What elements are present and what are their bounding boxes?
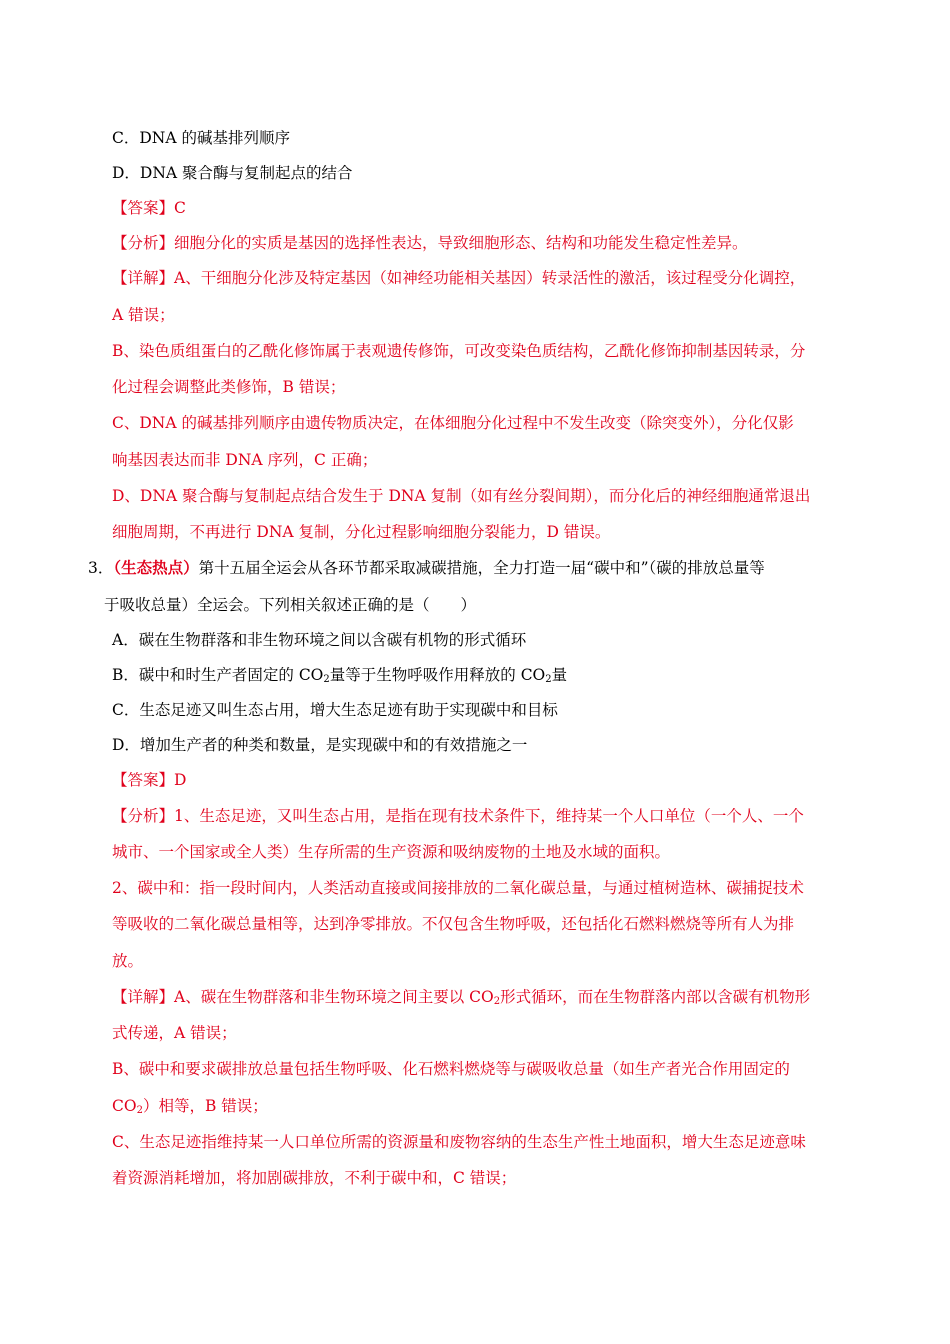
question-stem — [88, 558, 765, 578]
question-stem-text: 第十五届全运会从各环节都采取减碳措施，全力打造一届“碳中和”（碳的排放总量等 — [198, 559, 765, 577]
option-b-text: B．碳中和时生产者固定的 CO — [112, 666, 324, 684]
option-c: C．DNA 的碱基排列顺序 — [112, 129, 290, 147]
detail-line: D、DNA 聚合酶与复制起点结合发生于 DNA 复制（如有丝分裂间期），而分化后的神经细胞通常退出 — [112, 487, 811, 505]
option-c: C．生态足迹又叫生态占用，增大生态足迹有助于实现碳中和目标 — [112, 701, 558, 719]
option-d: D．DNA 聚合酶与复制起点的结合 — [112, 164, 353, 182]
subscript: 2 — [136, 1105, 143, 1116]
question-stem-cont: 于吸收总量）全运会。下列相关叙述正确的是（ ） — [104, 596, 477, 614]
analysis-line: 【分析】1、生态足迹，又叫生态占用，是指在现有技术条件下，维持某一个人口单位（一个人、一个 — [112, 807, 804, 825]
analysis-line: 放。 — [112, 952, 144, 970]
option-b — [112, 665, 567, 685]
detail-line: 着资源消耗增加，将加剧碳排放，不利于碳中和，C 错误； — [112, 1169, 517, 1187]
detail-line: C、DNA 的碱基排列顺序由遗传物质决定，在体细胞分化过程中不发生改变（除突变外），分化仅影 — [112, 414, 794, 432]
answer: 【答案】D — [112, 771, 187, 789]
detail-line: B、染色质组蛋白的乙酰化修饰属于表观遗传修饰，可改变染色质结构，乙酰化修饰抑制基因转录，分 — [112, 342, 806, 360]
detail-text: 形式循环，而在生物群落内部以含碳有机物形 — [500, 988, 811, 1006]
subscript: 2 — [545, 674, 552, 685]
detail-text: ）相等，B 错误； — [142, 1097, 268, 1115]
analysis-line: 等吸收的二氧化碳总量相等，达到净零排放。不仅包含生物呼吸，还包括化石燃料燃烧等所有人为排 — [112, 915, 795, 933]
analysis-line: 2、碳中和：指一段时间内，人类活动直接或间接排放的二氧化碳总量，与通过植树造林、碳捕捉技术 — [112, 879, 804, 897]
detail-line: C、生态足迹指维持某一人口单位所需的资源量和废物容纳的生态生产性土地面积，增大生态足迹意味 — [112, 1133, 806, 1151]
detail-text: CO — [112, 1097, 137, 1115]
option-d: D．增加生产者的种类和数量，是实现碳中和的有效措施之一 — [112, 736, 528, 754]
question-number: 3． — [88, 559, 114, 577]
detail-line — [112, 987, 810, 1007]
detail-line: 细胞周期，不再进行 DNA 复制，分化过程影响细胞分裂能力，D 错误。 — [112, 523, 611, 541]
detail-line: 化过程会调整此类修饰，B 错误； — [112, 378, 346, 396]
option-a: A．碳在生物群落和非生物环境之间以含碳有机物的形式循环 — [112, 631, 527, 649]
detail-line: B、碳中和要求碳排放总量包括生物呼吸、化石燃料燃烧等与碳吸收总量（如生产者光合作用固定的 — [112, 1060, 790, 1078]
detail-line: 响基因表达而非 DNA 序列，C 正确； — [112, 451, 378, 469]
detail-line: 【详解】A、干细胞分化涉及特定基因（如神经功能相关基因）转录活性的激活，该过程受分化调控， — [112, 269, 806, 287]
detail-line: 式传递，A 错误； — [112, 1024, 237, 1042]
detail-text: 【详解】A、碳在生物群落和非生物环境之间主要以 CO — [112, 988, 494, 1006]
subscript: 2 — [323, 674, 330, 685]
option-b-text: 量等于生物呼吸作用释放的 CO — [329, 666, 546, 684]
analysis: 【分析】细胞分化的实质是基因的选择性表达，导致细胞形态、结构和功能发生稳定性差异。 — [112, 234, 748, 252]
subscript: 2 — [493, 996, 501, 1007]
answer: 【答案】C — [112, 199, 186, 217]
detail-line — [112, 1096, 268, 1116]
detail-line: A 错误； — [112, 306, 175, 324]
analysis-line: 城市、一个国家或全人类）生存所需的生产资源和吸纳废物的土地及水域的面积。 — [112, 843, 671, 861]
question-tag: （生态热点） — [113, 558, 199, 577]
option-b-text: 量 — [551, 666, 568, 684]
